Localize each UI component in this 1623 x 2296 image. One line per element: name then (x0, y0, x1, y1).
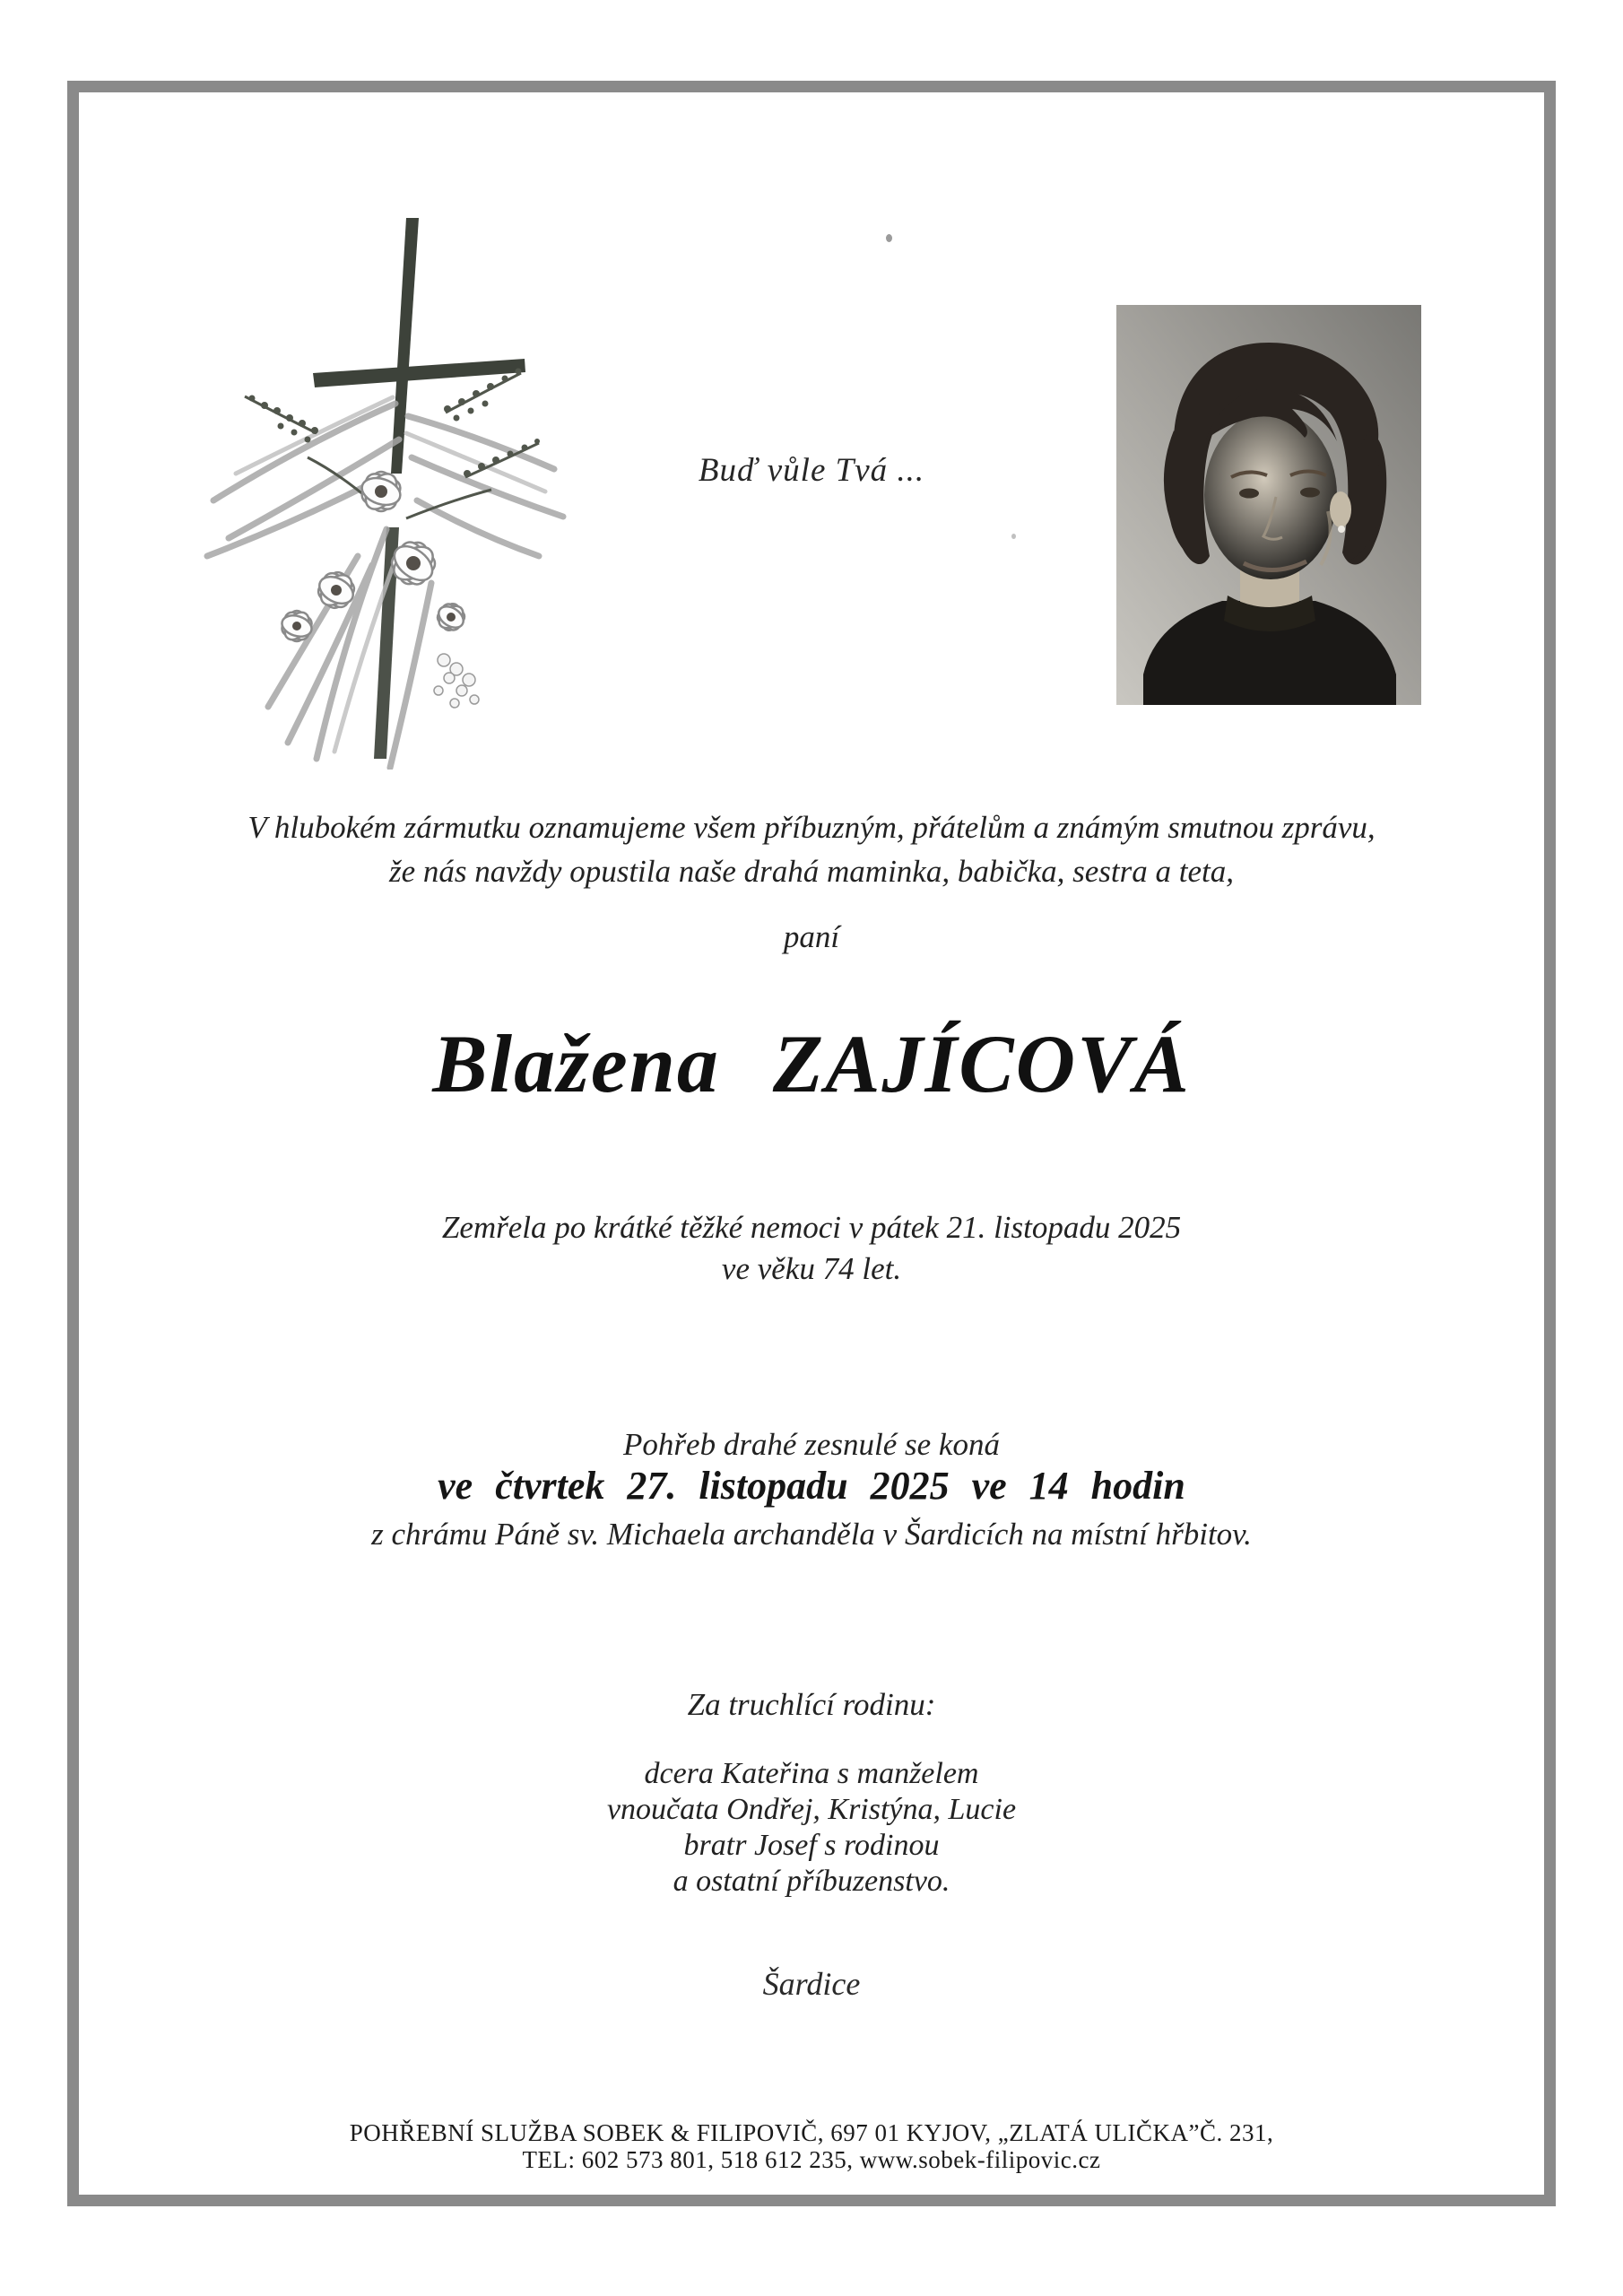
death-info-line-1: Zemřela po krátké těžké nemoci v pátek 21. listopadu 2025 (441, 1210, 1182, 1245)
family-member: vnoučata Ondřej, Kristýna, Lucie (606, 1793, 1017, 1826)
religious-quote: Buď vůle Tvá ... (698, 452, 925, 489)
funeral-place: z chrámu Páně sv. Michaela archanděla v Šardicích na místní hřbitov. (371, 1517, 1252, 1552)
family-member: dcera Kateřina s manželem (644, 1757, 979, 1790)
deceased-name: Blažena ZAJÍCOVÁ (432, 1018, 1191, 1109)
portrait-photo (1116, 305, 1421, 705)
document-frame (67, 81, 1556, 2206)
footer-address-line: POHŘEBNÍ SLUŽBA SOBEK & FILIPOVIČ, 697 01 KYJOV, „ZLATÁ ULIČKA”Č. 231, (349, 2119, 1274, 2146)
funeral-intro: Pohřeb drahé zesnulé se koná (623, 1427, 1000, 1462)
family-member: bratr Josef s rodinou (683, 1829, 940, 1862)
death-info (79, 1207, 1544, 1290)
family-heading: Za truchlící rodinu: (687, 1687, 936, 1722)
family-member: a ostatní příbuzenstvo. (673, 1865, 950, 1898)
announcement-line-1: V hlubokém zármutku oznamujeme všem příbuzným, přátelům a známým smutnou zprávu, (247, 810, 1376, 845)
announcement-line-2: že nás navždy opustila naše drahá maminka, babička, sestra a teta, (389, 854, 1234, 889)
salutation: paní (783, 919, 840, 954)
city-name: Šardice (762, 1966, 861, 2002)
footer-contact-line: TEL: 602 573 801, 518 612 235, www.sobek-filipovic.cz (522, 2146, 1101, 2173)
scan-speck (886, 234, 892, 242)
funeral-datetime: ve čtvrtek 27. listopadu 2025 ve 14 hodin (438, 1464, 1185, 1508)
document-body (79, 92, 1544, 2195)
funeral-service-footer (79, 2119, 1544, 2173)
announcement-paragraph (79, 805, 1544, 893)
death-info-line-2: ve věku 74 let. (721, 1251, 902, 1286)
family-list (79, 1756, 1544, 1900)
scan-speck (1011, 534, 1016, 539)
